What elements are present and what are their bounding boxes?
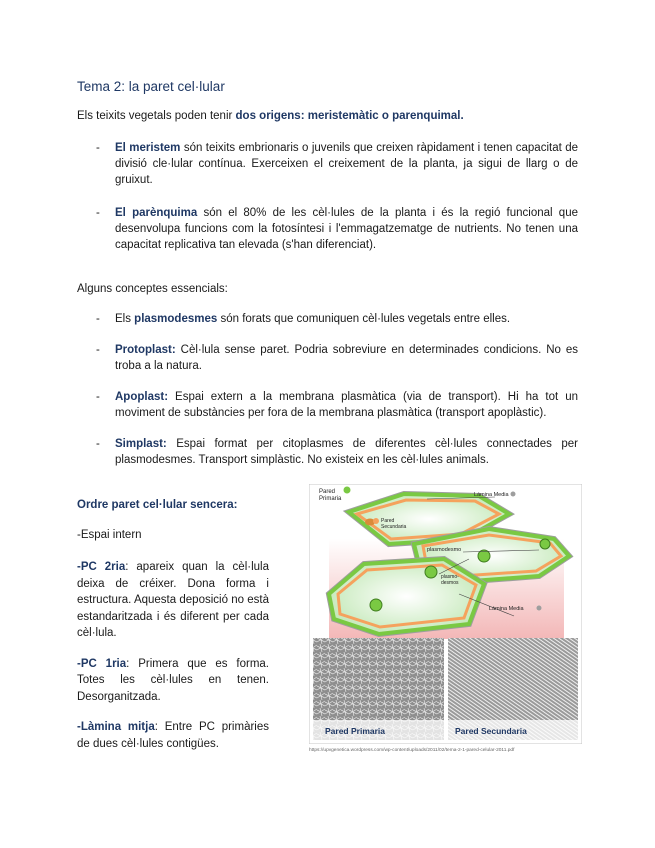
cell-wall-diagram — [309, 484, 582, 744]
term-pc2: -PC 2ria — [77, 561, 126, 573]
list-dash: - — [96, 391, 100, 403]
intro-emphasis: dos origens: meristemàtic o parenquimal. — [235, 110, 464, 122]
term-pc1: -PC 1ria — [77, 657, 127, 670]
pc1-text: : Primera que es forma. Totes les cèl·lules en tenen. Desorganitzada. — [77, 657, 269, 703]
term-apoplast: Apoplast: — [115, 391, 169, 403]
order-column — [77, 497, 269, 752]
plasmodesmes-text: són forats que comuniquen cèl·lules vegetals entre elles. — [217, 313, 511, 325]
list-item-simplast — [96, 436, 578, 468]
list-dash: - — [96, 438, 100, 450]
list-dash: - — [96, 207, 100, 219]
origins-list — [96, 140, 578, 253]
label-plasmodesmos: plasmo-desmos — [441, 574, 459, 586]
concepts-list — [96, 311, 578, 468]
term-parenquima: El parènquima — [115, 207, 198, 219]
term-lamina: -Làmina mitja — [77, 721, 155, 733]
term-simplast: Simplast: — [115, 438, 167, 450]
label-lamina-media-bottom: Lámina Media — [489, 606, 524, 612]
label-pared-primaria: Pared Primaria — [319, 489, 342, 502]
parenquima-text: són el 80% de les cèl·lules de la planta i és la regió funcional que desenvolupa funcions com la fotosíntesi i l'emmagatzematge de nutrients. No tenen una capacitat replicativa tan elevada (s'han diferenciat). — [115, 207, 578, 251]
term-protoplast: Protoplast: — [115, 344, 176, 356]
list-dash: - — [96, 344, 100, 356]
label-plasmodesmo: plasmodesmo — [427, 547, 462, 553]
list-item-apoplast — [96, 389, 578, 421]
list-item-protoplast — [96, 342, 578, 374]
simplast-text: Espai format per citoplasmes de diferentes cèl·lules connectades per plasmodesmes. Transport simplàstic. No existeix en les cèl·lules animals. — [115, 438, 578, 466]
term-plasmodesmes: plasmodesmes — [134, 313, 218, 325]
cell-wall-figure — [309, 484, 582, 744]
order-item-pc2 — [77, 559, 269, 642]
plasmodesma-icon — [540, 539, 550, 549]
label-pared-secundaria: Pared Secundaria — [381, 518, 407, 530]
concepts-intro: Alguns conceptes essencials: — [77, 283, 228, 295]
legend-lamella-dot — [537, 606, 542, 611]
plasmodesma-icon — [425, 566, 437, 578]
label-photo-secondary: Pared Secundaria — [455, 726, 527, 736]
order-item-lamina — [77, 719, 269, 752]
meristem-text: són teixits embrionaris o juvenils que creixen ràpidament i tenen capacitat de divisió cle·lular contínua. Exerceixen el creixement de la planta, ja sigui de llarg o de gruixut. — [115, 142, 578, 186]
list-dash: - — [96, 313, 100, 325]
label-lamina-media-top: Lámina Media — [474, 492, 509, 498]
order-item-pc1 — [77, 656, 269, 706]
list-dash: - — [96, 142, 100, 154]
lamina-text: : Entre PC primàries de dues cèl·lules contigües. — [77, 721, 269, 750]
term-meristem: El meristem — [115, 142, 181, 154]
plasmodesma-icon — [370, 599, 382, 611]
figure-caption: https://upvgenetica.wordpress.com/wp-content/uploads/2011/02/tema-2-1-pared-celular-2011.pdf — [309, 748, 515, 753]
list-item-plasmodesmes — [96, 311, 578, 327]
order-item-espai-intern: -Espai intern — [77, 528, 142, 541]
legend-primary-dot — [344, 487, 351, 494]
page-title: Tema 2: la paret cel·lular — [77, 79, 225, 94]
legend-lamella-dot — [511, 492, 516, 497]
list-item-parenquima — [96, 205, 578, 253]
intro-paragraph — [77, 108, 464, 125]
apoplast-text: Espai extern a la membrana plasmàtica (via de transport). Hi ha tot un moviment de substàncies per fora de la membrana plasmàtica (transport apoplàstic). — [115, 391, 578, 419]
protoplast-text: Cèl·lula sense paret. Podria sobreviure en determinades condicions. No es troba a la natura. — [115, 344, 578, 372]
pc2-text: : apareix quan la cèl·lula deixa de créixer. Dona forma i estructura. Aquesta deposició no està estandaritzada i és diferent per cada cèl·lula. — [77, 561, 269, 639]
concept-prefix: Els — [115, 313, 135, 325]
list-item-meristem — [96, 140, 578, 188]
order-heading: Ordre paret cel·lular sencera: — [77, 499, 238, 511]
label-photo-primary: Pared Primaria — [325, 726, 386, 736]
legend-secondary-dot — [373, 518, 379, 524]
intro-prefix: Els teixits vegetals poden tenir — [77, 110, 236, 122]
